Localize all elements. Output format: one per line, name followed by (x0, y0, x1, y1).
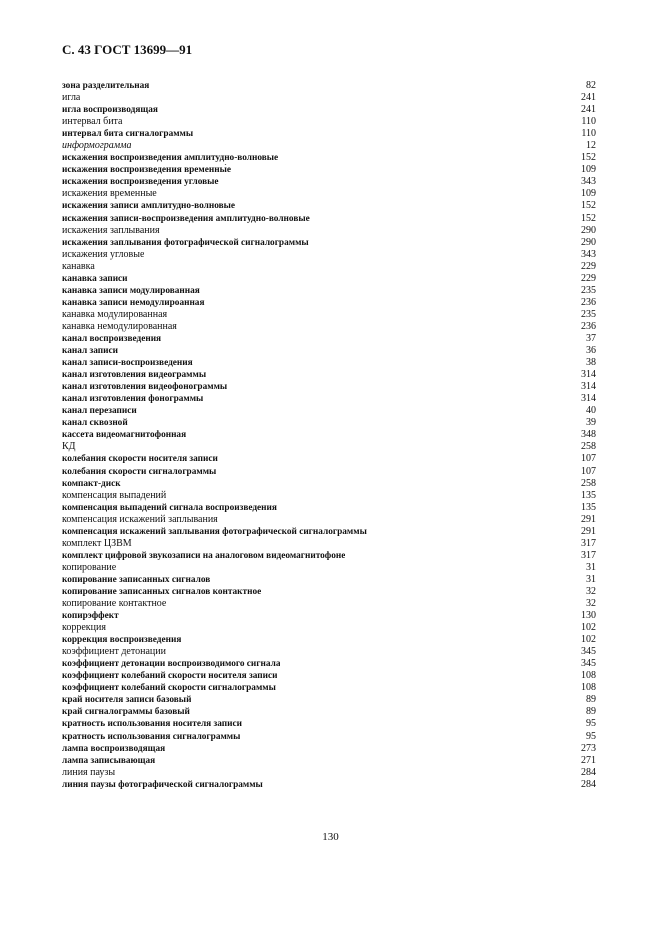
index-term: комплект цифровой звукозаписи на аналоговом видеомагнитофоне (62, 550, 346, 561)
index-page-number: 236 (581, 296, 596, 308)
index-term: лампа записывающая (62, 755, 156, 766)
index-entry (62, 610, 596, 622)
index-entry (62, 285, 596, 297)
index-term: искажения заплывания (62, 224, 160, 236)
index-page-number: 235 (581, 284, 596, 296)
index-entry (62, 682, 596, 694)
index-page-number: 152 (581, 200, 596, 212)
index-page-number: 273 (581, 742, 596, 754)
index-entry (62, 321, 596, 333)
index-page-number: 229 (581, 272, 596, 284)
index-term: компенсация выпадений (62, 489, 167, 501)
index-term: кратность использования сигналограммы (62, 731, 241, 742)
index-page-number: 229 (581, 260, 596, 272)
index-term: канал записи-воспроизведения (62, 358, 193, 369)
index-term: канал изготовления видеограммы (62, 370, 207, 381)
index-entry (62, 393, 596, 405)
index-entry (62, 381, 596, 393)
index-entry (62, 718, 596, 730)
index-term: край сигналограммы базовый (62, 707, 190, 718)
index-term: канал записи (62, 346, 118, 357)
index-page-number: 152 (581, 212, 596, 224)
page-number: 130 (322, 831, 339, 843)
index-term: канал сквозной (62, 418, 128, 429)
index-term: компенсация выпадений сигнала воспроизведения (62, 502, 277, 513)
index-term: канавка записи (62, 273, 128, 284)
index-page-number: 258 (581, 477, 596, 489)
index-term: искажения воспроизведения временны́е (62, 165, 231, 176)
index-page-number: 95 (586, 730, 596, 742)
index-entry (62, 743, 596, 755)
index-entry (62, 213, 596, 225)
index-page-number: 31 (586, 573, 596, 585)
index-entry (62, 779, 596, 791)
index-entry (62, 478, 596, 490)
index-page-number: 36 (586, 345, 596, 357)
index-entry (62, 200, 596, 212)
index-page-number: 135 (581, 489, 596, 501)
index-term: кратность использования носителя записи (62, 719, 242, 730)
index-entry (62, 598, 596, 610)
index-page-number: 290 (581, 224, 596, 236)
index-entry (62, 333, 596, 345)
index-page-number: 241 (581, 92, 596, 104)
index-page-number: 102 (581, 622, 596, 634)
index-page-number: 107 (581, 453, 596, 465)
index-term: искажения записи амплитудно-волновые (62, 201, 236, 212)
index-term: кассета видеомагнитофонная (62, 430, 187, 441)
index-entry (62, 80, 596, 92)
index-page-number: 38 (586, 357, 596, 369)
index-term: искажения угловые (62, 248, 145, 260)
index-entry (62, 188, 596, 200)
index-entry (62, 152, 596, 164)
index-term: копирование (62, 561, 117, 573)
index-entry (62, 92, 596, 104)
index-term: канал воспроизведения (62, 333, 162, 344)
index-entry (62, 622, 596, 634)
index-page-number: 108 (581, 682, 596, 694)
term-index (62, 80, 596, 791)
index-term: искажения воспроизведения амплитудно-волновые (62, 153, 279, 164)
index-page-number: 348 (581, 429, 596, 441)
index-page-number: 109 (581, 164, 596, 176)
index-entry (62, 490, 596, 502)
index-entry (62, 731, 596, 743)
index-term: лампа воспроизводящая (62, 743, 166, 754)
index-entry (62, 694, 596, 706)
index-entry (62, 225, 596, 237)
index-page-number: 290 (581, 236, 596, 248)
index-page-number: 236 (581, 320, 596, 332)
index-term: игла (62, 92, 81, 104)
index-page-number: 258 (581, 441, 596, 453)
index-entry (62, 237, 596, 249)
index-term: зона разделительная (62, 81, 150, 91)
index-term: коррекция воспроизведения (62, 635, 182, 646)
index-term: комплект ЦЗВМ (62, 537, 132, 549)
index-term: канавка записи модулированная (62, 285, 200, 296)
index-entry (62, 345, 596, 357)
index-page-number: 291 (581, 513, 596, 525)
index-page-number: 32 (586, 598, 596, 610)
index-page-number: 152 (581, 152, 596, 164)
index-entry (62, 574, 596, 586)
index-page-number: 12 (586, 140, 596, 152)
index-page-number: 32 (586, 585, 596, 597)
index-entry (62, 176, 596, 188)
index-term: коэффициент детонации воспроизводимого сигнала (62, 659, 281, 670)
index-term: коэффициент детонации (62, 646, 166, 658)
index-page-number: 343 (581, 248, 596, 260)
index-page-number: 291 (581, 525, 596, 537)
index-term: информограмма (62, 140, 132, 152)
index-term: копирование контактное (62, 598, 167, 610)
index-page-number: 95 (586, 718, 596, 730)
index-term: копирэффект (62, 611, 119, 622)
index-term: копирование записанных сигналов (62, 574, 211, 585)
index-term: искажения временны́е (62, 188, 157, 200)
index-entry (62, 369, 596, 381)
index-entry (62, 273, 596, 285)
index-entry (62, 140, 596, 152)
index-page-number: 107 (581, 465, 596, 477)
index-page-number: 39 (586, 417, 596, 429)
index-entry (62, 441, 596, 453)
index-page-number: 110 (581, 116, 596, 128)
index-term: канал изготовления видеофонограммы (62, 382, 228, 393)
index-term: коэффициент колебаний скорости сигналограммы (62, 683, 276, 694)
index-entry (62, 116, 596, 128)
index-page-number: 284 (581, 766, 596, 778)
index-entry (62, 634, 596, 646)
index-term: коэффициент колебаний скорости носителя записи (62, 671, 278, 682)
index-term: колебания скорости сигналограммы (62, 466, 217, 477)
index-page-number: 345 (581, 658, 596, 670)
index-entry (62, 646, 596, 658)
index-term: интервал бита сигналограммы (62, 129, 194, 140)
index-page-number: 235 (581, 308, 596, 320)
index-entry (62, 249, 596, 261)
index-entry (62, 562, 596, 574)
index-page-number: 317 (581, 549, 596, 561)
index-entry (62, 526, 596, 538)
index-entry (62, 586, 596, 598)
index-entry (62, 309, 596, 321)
index-entry (62, 297, 596, 309)
index-page-number: 241 (581, 104, 596, 116)
index-term: искажения записи-воспроизведения амплитудно-волновые (62, 213, 310, 224)
index-entry (62, 453, 596, 465)
index-page-number: 89 (586, 706, 596, 718)
index-term: канавка модулированная (62, 308, 168, 320)
index-page-number: 108 (581, 670, 596, 682)
index-page-number: 89 (586, 694, 596, 706)
index-page-number: 130 (581, 610, 596, 622)
index-page-number: 284 (581, 778, 596, 790)
index-entry (62, 670, 596, 682)
index-entry (62, 767, 596, 779)
index-page-number: 314 (581, 381, 596, 393)
index-entry (62, 357, 596, 369)
index-term: канал изготовления фонограммы (62, 394, 204, 405)
index-term: коррекция (62, 622, 106, 634)
index-page-number: 82 (586, 80, 596, 91)
page-header: С. 43 ГОСТ 13699—91 (62, 42, 193, 57)
index-entry (62, 658, 596, 670)
index-entry (62, 706, 596, 718)
index-entry (62, 261, 596, 273)
index-page-number: 317 (581, 537, 596, 549)
index-page-number: 109 (581, 188, 596, 200)
index-entry (62, 502, 596, 514)
index-entry (62, 405, 596, 417)
index-term: компенсация искажений заплывания фотографической сигналограммы (62, 526, 367, 537)
index-entry (62, 755, 596, 767)
index-term: линия паузы фотографической сигналограммы (62, 779, 263, 790)
index-page-number: 314 (581, 369, 596, 381)
index-term: канавка (62, 260, 95, 272)
index-term: искажения воспроизведения угловые (62, 177, 219, 188)
index-term: колебания скорости носителя записи (62, 454, 218, 465)
index-term: канавка записи немодулироанная (62, 297, 205, 308)
index-page-number: 343 (581, 176, 596, 188)
index-term: КД (62, 441, 76, 453)
index-page-number: 31 (586, 561, 596, 573)
index-page-number: 110 (581, 128, 596, 140)
index-term: интервал бита (62, 116, 123, 128)
index-term: компенсация искажений заплывания (62, 513, 218, 525)
index-entry (62, 417, 596, 429)
index-page-number: 314 (581, 393, 596, 405)
index-term: канал перезаписи (62, 406, 137, 417)
index-entry (62, 538, 596, 550)
index-entry (62, 550, 596, 562)
index-entry (62, 466, 596, 478)
index-term: линия паузы (62, 766, 116, 778)
index-page-number: 271 (581, 754, 596, 766)
index-entry (62, 104, 596, 116)
index-term: искажения заплывания фотографической сигналограммы (62, 237, 309, 248)
index-entry (62, 128, 596, 140)
index-page-number: 40 (586, 405, 596, 417)
index-entry (62, 514, 596, 526)
index-term: канавка немодулированная (62, 320, 177, 332)
index-entry (62, 429, 596, 441)
index-term: компакт-диск (62, 478, 121, 489)
index-term: игла воспроизводящая (62, 105, 158, 116)
index-page-number: 37 (586, 332, 596, 344)
index-page-number: 102 (581, 634, 596, 646)
index-entry (62, 164, 596, 176)
index-term: край носителя записи базовый (62, 695, 192, 706)
index-term: копирование записанных сигналов контактное (62, 586, 262, 597)
index-page-number: 345 (581, 646, 596, 658)
index-page-number: 135 (581, 501, 596, 513)
